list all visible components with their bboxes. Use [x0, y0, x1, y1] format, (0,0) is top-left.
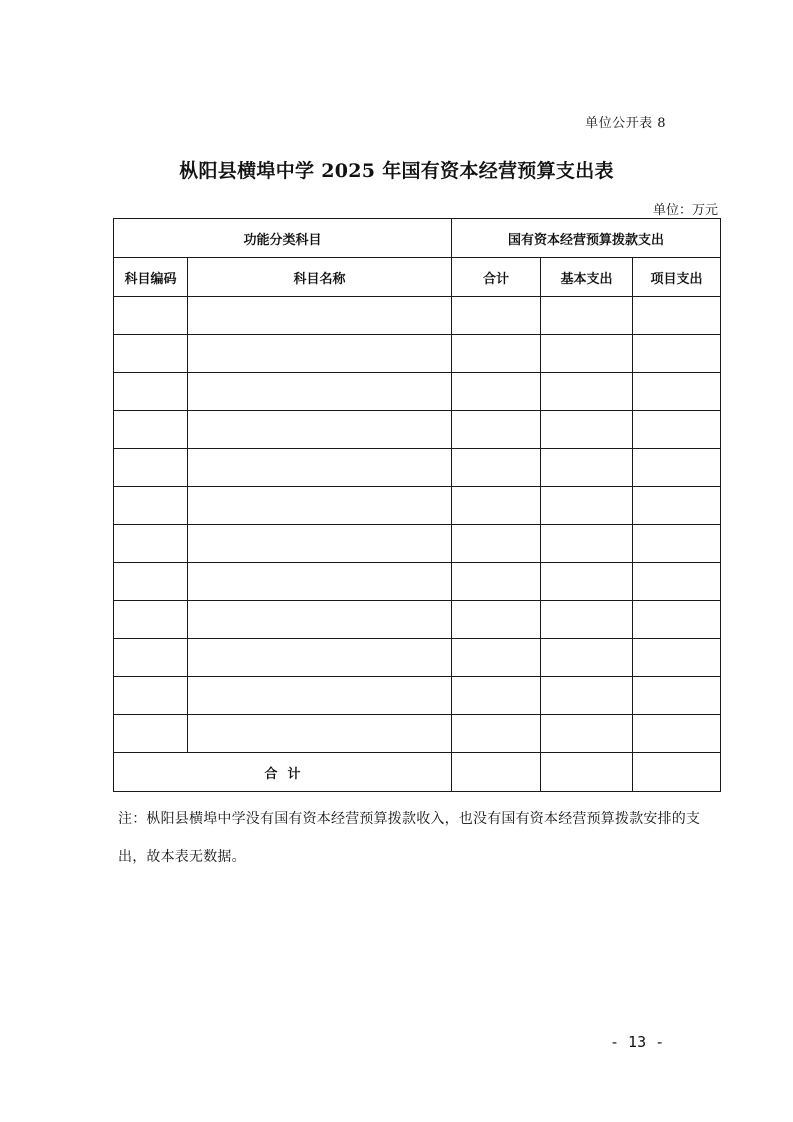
total-cell [452, 335, 541, 373]
subject-code-cell [114, 563, 188, 601]
basic-expense-cell [541, 487, 633, 525]
subject-code-header: 科目编码 [114, 258, 188, 297]
subject-code-cell [114, 677, 188, 715]
subject-name-cell [188, 411, 452, 449]
project-expense-cell [633, 449, 721, 487]
basic-expense-header: 基本支出 [541, 258, 633, 297]
basic-expense-cell [541, 411, 633, 449]
project-expense-header: 项目支出 [633, 258, 721, 297]
group-header-row [114, 219, 721, 258]
subject-code-cell [114, 411, 188, 449]
subject-code-cell [114, 525, 188, 563]
page-title: 枞阳县横埠中学 2025 年国有资本经营预算支出表 [179, 160, 614, 182]
subject-name-cell [188, 487, 452, 525]
basic-expense-cell [541, 715, 633, 753]
basic-expense-cell [541, 677, 633, 715]
basic-expense-cell [541, 525, 633, 563]
total-cell [452, 411, 541, 449]
basic-expense-cell [541, 297, 633, 335]
table-row [114, 335, 721, 373]
subject-name-cell [188, 601, 452, 639]
budget-table [113, 218, 721, 792]
page-number: - 13 - [610, 1033, 665, 1051]
project-expense-cell [633, 487, 721, 525]
table-row [114, 677, 721, 715]
function-category-header: 功能分类科目 [114, 219, 452, 258]
project-expense-cell [633, 335, 721, 373]
basic-expense-cell [541, 449, 633, 487]
table-note: 注：枞阳县横埠中学没有国有资本经营预算拨款收入，也没有国有资本经营预算拨款安排的支出，故本表无数据。 [118, 811, 701, 865]
total-cell [452, 677, 541, 715]
subject-name-cell [188, 715, 452, 753]
total-row-project-cell [633, 753, 721, 792]
document-label: 单位公开表 8 [585, 116, 666, 131]
total-cell [452, 373, 541, 411]
subject-name-cell [188, 297, 452, 335]
project-expense-cell [633, 297, 721, 335]
table-row [114, 601, 721, 639]
total-cell [452, 297, 541, 335]
subject-code-cell [114, 715, 188, 753]
table-row [114, 297, 721, 335]
total-row-label: 合计 [114, 753, 452, 792]
total-row-total-cell [452, 753, 541, 792]
table-row [114, 639, 721, 677]
appropriation-header: 国有资本经营预算拨款支出 [452, 219, 721, 258]
subject-name-cell [188, 373, 452, 411]
table-row [114, 373, 721, 411]
subject-name-header: 科目名称 [188, 258, 452, 297]
subject-code-cell [114, 487, 188, 525]
subject-name-cell [188, 677, 452, 715]
project-expense-cell [633, 525, 721, 563]
total-cell [452, 639, 541, 677]
basic-expense-cell [541, 335, 633, 373]
project-expense-cell [633, 601, 721, 639]
unit-label: 单位：万元 [652, 203, 718, 218]
project-expense-cell [633, 373, 721, 411]
table-row [114, 411, 721, 449]
column-header-row [114, 258, 721, 297]
subject-name-cell [188, 335, 452, 373]
subject-code-cell [114, 297, 188, 335]
total-cell [452, 525, 541, 563]
project-expense-cell [633, 715, 721, 753]
total-header: 合计 [452, 258, 541, 297]
table-row [114, 487, 721, 525]
total-cell [452, 449, 541, 487]
subject-name-cell [188, 639, 452, 677]
subject-code-cell [114, 601, 188, 639]
basic-expense-cell [541, 373, 633, 411]
basic-expense-cell [541, 601, 633, 639]
project-expense-cell [633, 677, 721, 715]
project-expense-cell [633, 411, 721, 449]
subject-name-cell [188, 563, 452, 601]
basic-expense-cell [541, 639, 633, 677]
project-expense-cell [633, 639, 721, 677]
subject-code-cell [114, 335, 188, 373]
basic-expense-cell [541, 563, 633, 601]
total-cell [452, 715, 541, 753]
project-expense-cell [633, 563, 721, 601]
table-row [114, 525, 721, 563]
table-row [114, 715, 721, 753]
total-cell [452, 601, 541, 639]
subject-code-cell [114, 449, 188, 487]
subject-name-cell [188, 449, 452, 487]
subject-code-cell [114, 373, 188, 411]
total-cell [452, 563, 541, 601]
table-row [114, 449, 721, 487]
table-row [114, 563, 721, 601]
total-cell [452, 487, 541, 525]
subject-code-cell [114, 639, 188, 677]
total-row-basic-cell [541, 753, 633, 792]
subject-name-cell [188, 525, 452, 563]
total-row [114, 753, 721, 792]
